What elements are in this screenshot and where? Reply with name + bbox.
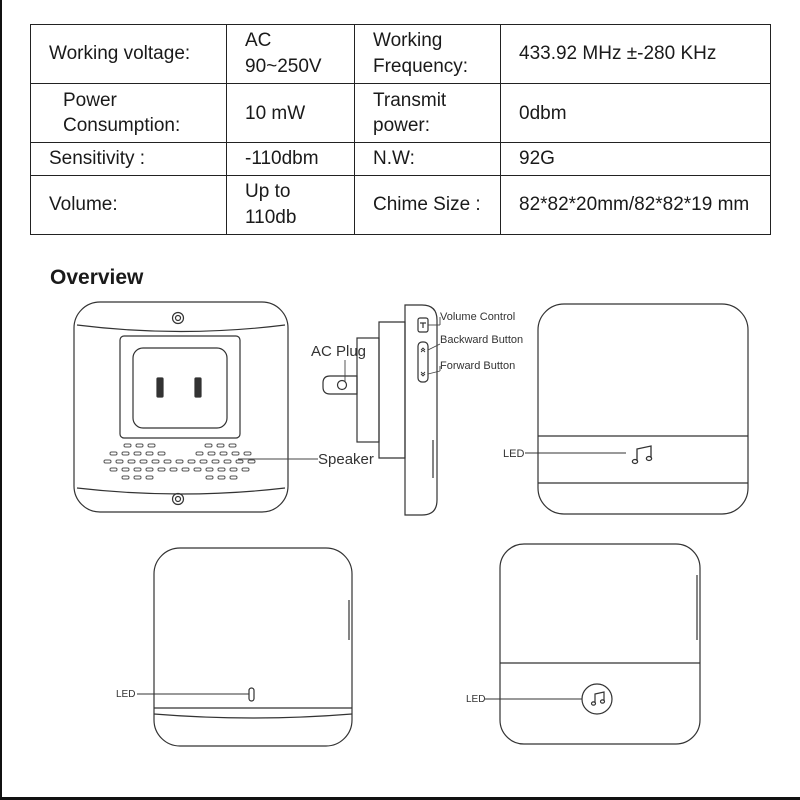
- chime-side-view: [323, 305, 437, 515]
- spec-value: AC 90~250V: [227, 25, 355, 84]
- led-button: [582, 684, 612, 714]
- spec-label: Working Frequency:: [355, 25, 501, 84]
- forward-button-leader: [428, 371, 440, 374]
- spec-value: 433.92 MHz ±-280 KHz: [501, 25, 771, 84]
- led-bottom-left-label: LED: [116, 689, 136, 700]
- spec-value: 82*82*20mm/82*82*19 mm: [501, 175, 771, 234]
- spec-label: Working voltage:: [31, 25, 227, 84]
- spec-label: N.W:: [355, 143, 501, 175]
- chime-rear-view: [74, 302, 288, 512]
- chime-front-view: [525, 304, 748, 514]
- spec-value: 10 mW: [227, 84, 355, 143]
- spec-value: 0dbm: [501, 84, 771, 143]
- speaker-label: Speaker: [318, 451, 374, 468]
- screw-top: [173, 313, 184, 324]
- music-note-icon: [632, 446, 651, 464]
- backward-button-leader: [428, 344, 440, 350]
- spec-label: Power Consumption:: [31, 84, 227, 143]
- music-note-icon: [592, 692, 605, 705]
- spec-value: 92G: [501, 143, 771, 175]
- spec-value: Up to 110db: [227, 175, 355, 234]
- spec-label: Sensitivity :: [31, 143, 227, 175]
- screw-bottom: [173, 494, 184, 505]
- spec-label: Volume:: [31, 175, 227, 234]
- plug-prong: [323, 376, 357, 394]
- led-indicator: [249, 688, 254, 701]
- spec-value: -110dbm: [227, 143, 355, 175]
- chime-bottom-left-view: [137, 548, 352, 746]
- spec-label: Transmit power:: [355, 84, 501, 143]
- led-front-label: LED: [503, 448, 525, 460]
- led-bottom-right-label: LED: [466, 694, 486, 705]
- forward-button-label: Forward Button: [440, 360, 516, 372]
- ac-plug-label: AC Plug: [311, 343, 367, 360]
- backward-button-label: Backward Button: [440, 334, 524, 346]
- chime-bottom-right-view: [485, 544, 700, 744]
- speaker-grille: [104, 444, 255, 479]
- volume-control-label: Volume Control: [440, 311, 516, 323]
- plug-socket: [120, 336, 240, 438]
- spec-label: Chime Size :: [355, 175, 501, 234]
- overview-title: Overview: [50, 266, 144, 289]
